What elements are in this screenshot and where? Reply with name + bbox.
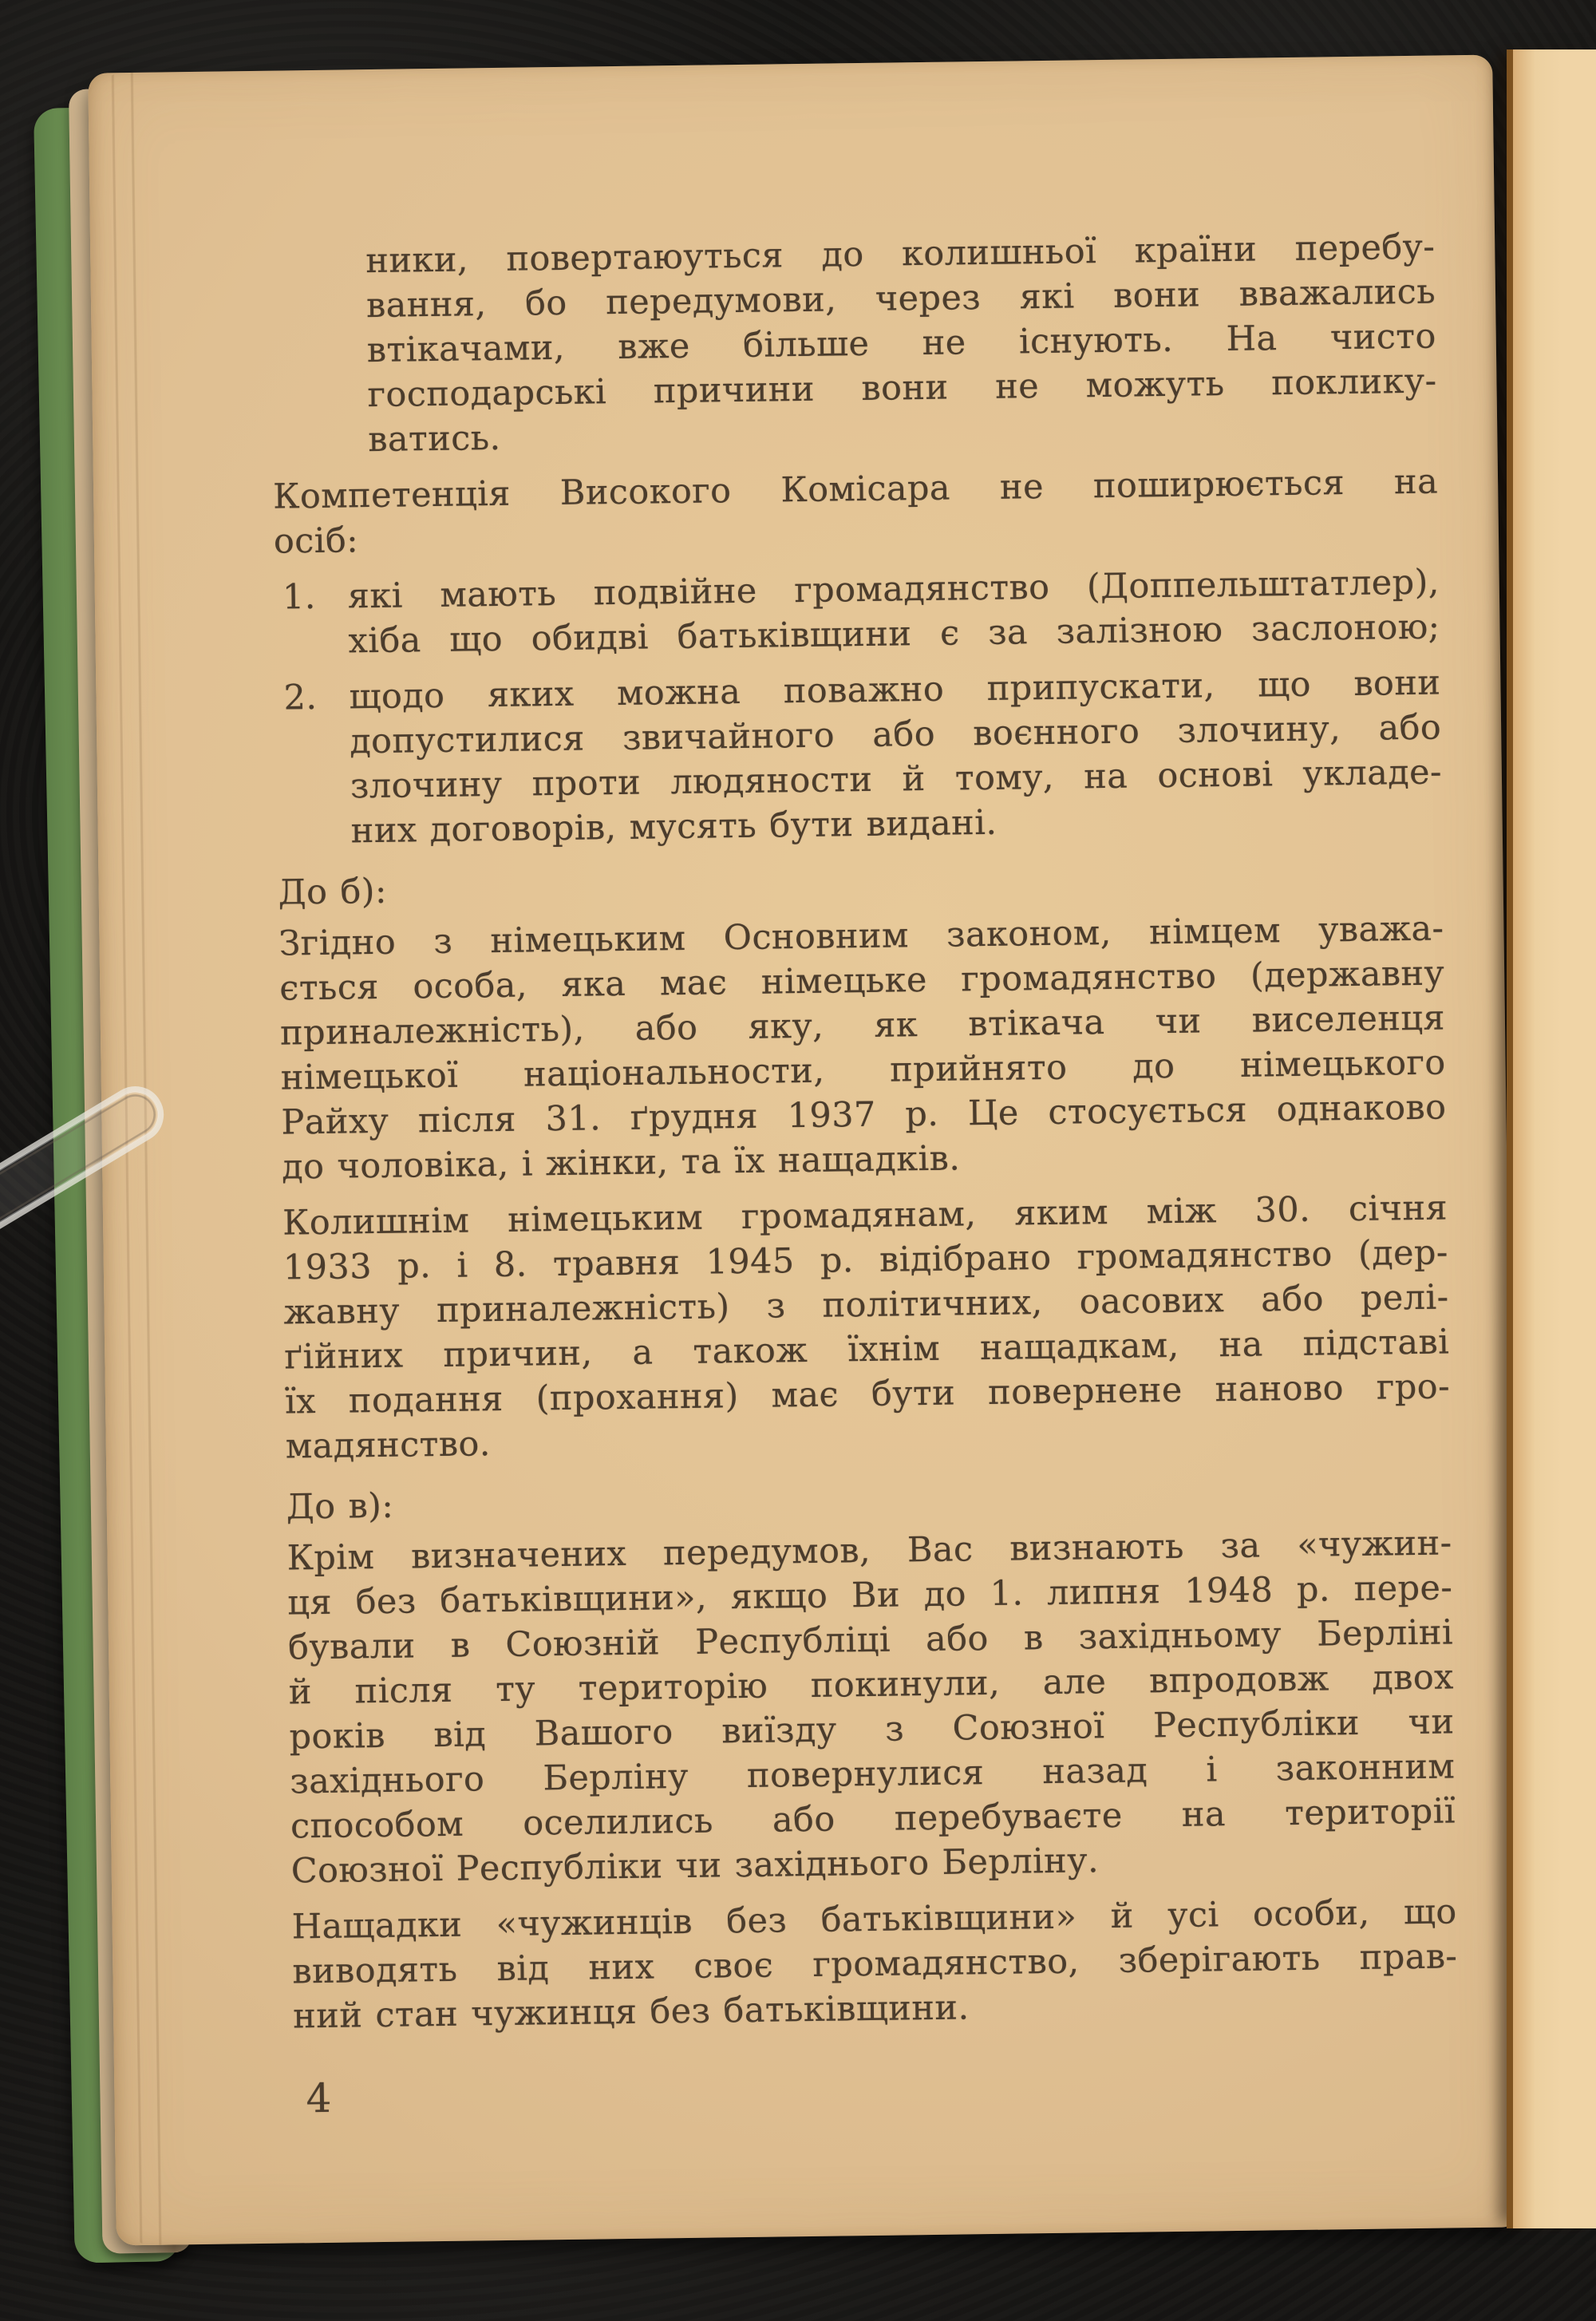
paragraph bbox=[286, 1520, 1456, 1893]
text-line: 1933 р. і 8. травня 1945 р. відібрано громадянство (дер- bbox=[282, 1232, 1449, 1288]
list-marker: 1. bbox=[282, 576, 317, 618]
text-line: які мають подвійне громадянство (Доппельштатлер), bbox=[347, 562, 1440, 617]
text-line: Нащадки «чужинців без батьківщини» й усі особи, що bbox=[291, 1892, 1457, 1947]
text-line: Компетенція Високого Комісара не поширюється на bbox=[272, 461, 1439, 517]
plastic-clip bbox=[0, 1002, 271, 1354]
paragraph bbox=[273, 460, 1439, 564]
text-line: років від Вашого виїзду з Союзної Республіки чи bbox=[289, 1702, 1455, 1758]
text-line: господарські причини вони не можуть поклику- bbox=[367, 361, 1437, 416]
section-heading: До в): bbox=[286, 1485, 394, 1528]
text-line: Райху після 31. ґрудня 1937 р. Це стосується однаково bbox=[281, 1087, 1447, 1143]
text-line: Крім визначених передумов, Вас визнають за «чужин- bbox=[286, 1523, 1452, 1579]
paragraph bbox=[279, 906, 1447, 1189]
text-line: мадянство. bbox=[285, 1424, 492, 1467]
book-page bbox=[88, 55, 1520, 2246]
text-line: ється особа, яка має німецьке громадянство (державну bbox=[279, 953, 1445, 1009]
list-item bbox=[275, 560, 1440, 665]
text-line: осіб: bbox=[273, 520, 359, 562]
text-line: виводять від них своє громадянство, зберігають прав- bbox=[292, 1936, 1458, 1992]
text-line: ватись. bbox=[367, 417, 501, 461]
text-line: них договорів, мусять бути видані. bbox=[350, 802, 998, 852]
text-line: приналежність), або яку, як втікача чи виселенця bbox=[279, 998, 1446, 1054]
adjacent-page-edge bbox=[1507, 49, 1596, 2228]
text-line: Колишнім німецьким громадянам, яким між 30. січня bbox=[282, 1188, 1448, 1244]
section-heading: До б): bbox=[278, 871, 388, 913]
text-line: Союзної Республіки чи західнього Берліну. bbox=[290, 1841, 1100, 1892]
page-text bbox=[270, 225, 1458, 2039]
text-line: щодо яких можна поважно припускати, що вони bbox=[349, 662, 1441, 718]
text-line: й після ту територію покинули, але впродовж двох bbox=[288, 1657, 1455, 1713]
paragraph bbox=[282, 1185, 1451, 1469]
text-line: ники, повертаюуться до колишньої країни перебу- bbox=[365, 227, 1436, 282]
text-line: західнього Берліну повернулися назад і законним bbox=[289, 1746, 1456, 1802]
page-number: 4 bbox=[306, 2074, 332, 2122]
text-line: способом оселились або перебуваєте на території bbox=[290, 1791, 1456, 1847]
text-line: допустилися звичайного або воєнного злочину, або bbox=[349, 707, 1442, 762]
text-line: німецької національности, прийнято до німецького bbox=[280, 1042, 1446, 1098]
text-line: ця без батьківщини», якщо Ви до 1. липня 1948 р. пере- bbox=[287, 1568, 1453, 1623]
text-line: до чоловіка, і жінки, та їх нащадків. bbox=[281, 1138, 961, 1188]
text-line: хіба що обидві батьківщини є за залізною заслоною; bbox=[348, 607, 1440, 662]
text-line: злочину проти людяности й тому, на основі укладе- bbox=[350, 752, 1443, 807]
paragraph bbox=[291, 1889, 1458, 2038]
text-line: жавну приналежність) з політичних, оасових або релі- bbox=[283, 1277, 1449, 1333]
list-item bbox=[275, 661, 1443, 855]
text-line: ний стан чужинця без батьківщини. bbox=[292, 1987, 970, 2037]
text-line: бували в Союзній Республіці або в західньому Берліні bbox=[287, 1612, 1454, 1668]
text-line: втікачами, вже більше не існують. На чисто bbox=[366, 316, 1437, 371]
text-line: їх подання (прохання) має бути повернене наново гро- bbox=[284, 1366, 1451, 1422]
list-marker: 2. bbox=[283, 677, 318, 718]
paragraph bbox=[270, 225, 1438, 464]
text-line: вання, бо передумови, через які вони вважались bbox=[365, 271, 1436, 326]
text-line: Згідно з німецьким Основним законом, німцем уважа- bbox=[279, 908, 1444, 964]
text-line: ґійних причин, а також їхнім нащадкам, на підставі bbox=[284, 1322, 1450, 1378]
